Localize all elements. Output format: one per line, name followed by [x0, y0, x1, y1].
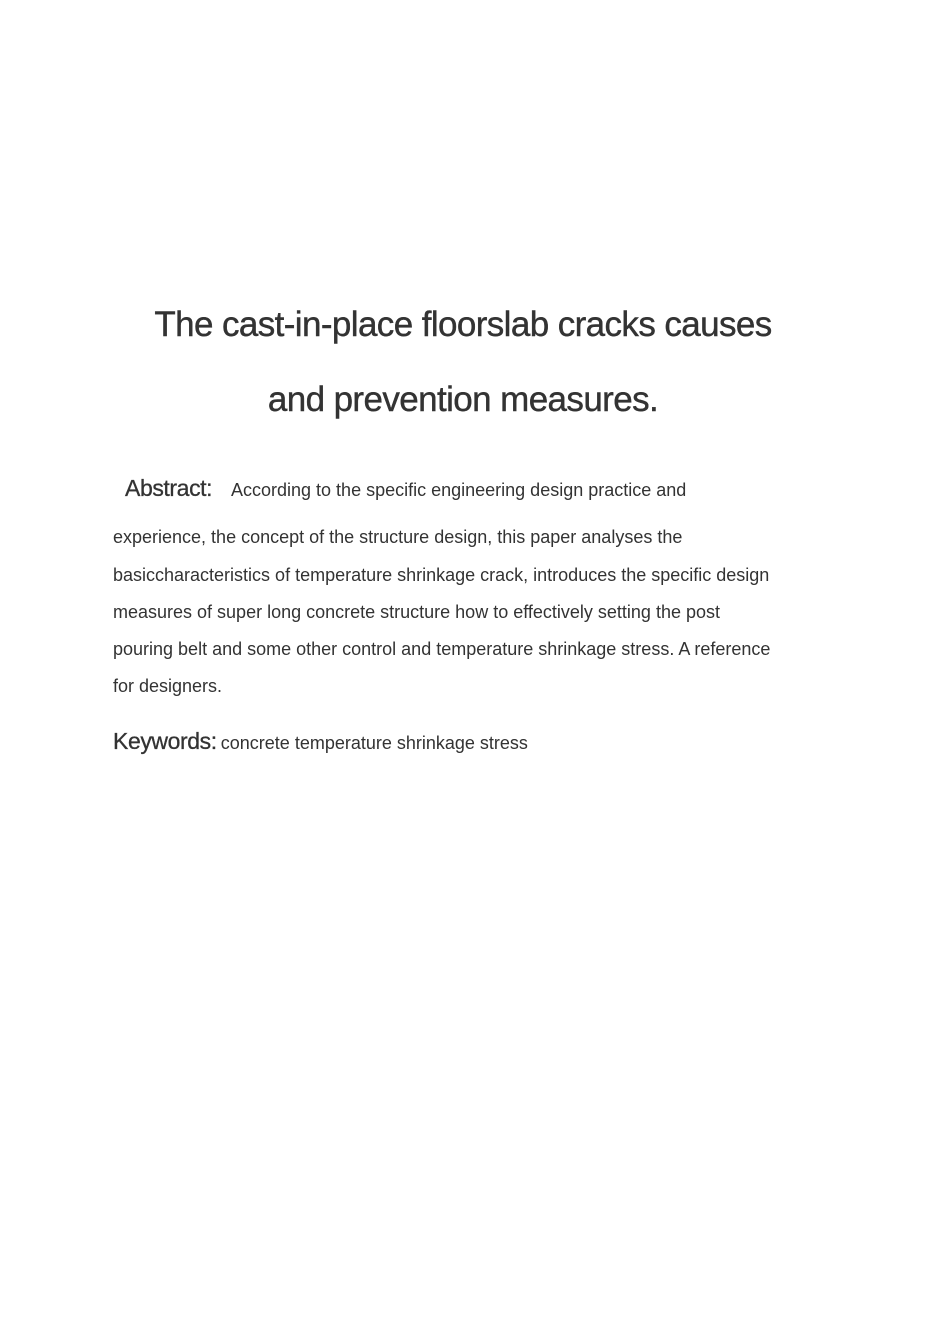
- keywords-label: Keywords:: [113, 728, 217, 754]
- abstract-line-1: According to the specific engineering design practice and: [231, 480, 687, 500]
- abstract-line-4: measures of super long concrete structure how to effectively setting the post: [113, 602, 720, 622]
- keywords-text: concrete temperature shrinkage stress: [220, 733, 528, 753]
- abstract-line-6: for designers.: [113, 676, 223, 696]
- abstract-line-3: basiccharacteristics of temperature shrinkage crack, introduces the specific design: [113, 565, 770, 585]
- title-line-1: The cast-in-place floorslab cracks causes: [154, 305, 772, 344]
- abstract-label: Abstract:: [125, 475, 213, 501]
- abstract-line-2: experience, the concept of the structure design, this paper analyses the: [113, 527, 683, 547]
- title-line-2: and prevention measures.: [267, 380, 659, 419]
- abstract-section: [113, 475, 833, 696]
- abstract-line-5: pouring belt and some other control and temperature shrinkage stress. A reference: [113, 639, 771, 659]
- keywords-section: [113, 728, 528, 755]
- abstract-first-line: [113, 475, 833, 515]
